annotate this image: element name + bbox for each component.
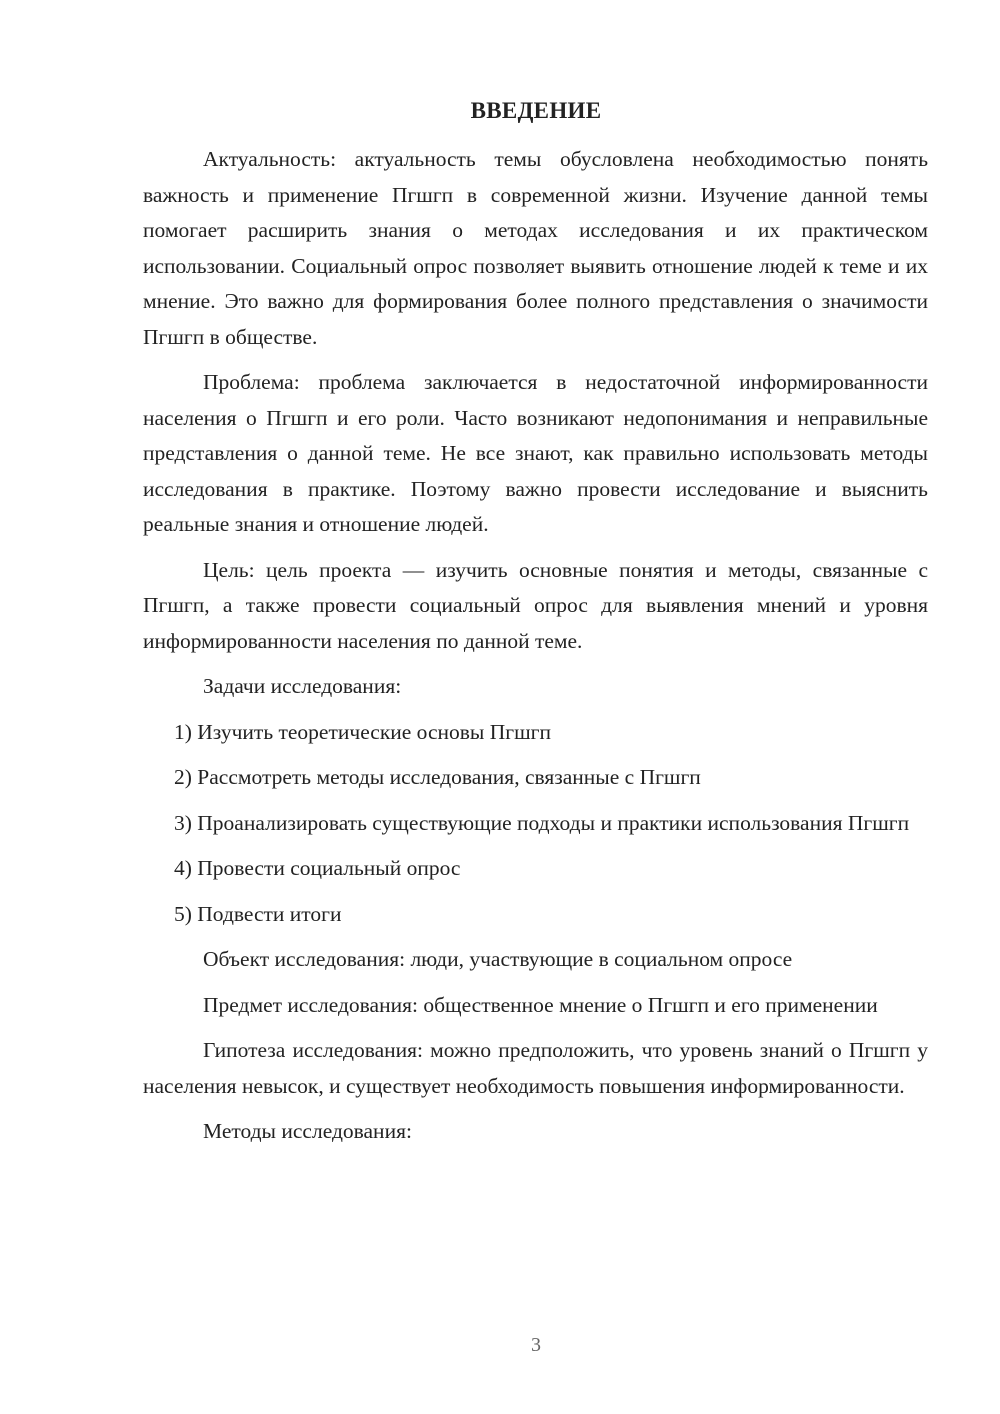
task-item-2: 2) Рассмотреть методы исследования, связанные с Пгшгп <box>174 765 701 789</box>
paragraph-subject: Предмет исследования: общественное мнение о Пгшгп и его применении <box>203 992 878 1017</box>
task-item-3: 3) Проанализировать существующие подходы и практики использования Пгшгп <box>174 810 910 835</box>
paragraph-relevance: Актуальность: актуальность темы обусловлена необходимостью понять важность и применение Пгшгп в современной жизни. Изучение данной темы помогает расширить знания о методах исследования и их практическом использовании. Социальный опрос позволяет выявить отношение людей к теме и их мнение. Это важно для формирования более полного представления о значимости Пгшгп в обществе. <box>143 147 928 349</box>
task-item-5: 5) Подвести итоги <box>174 901 342 926</box>
paragraph-methods: Методы исследования: <box>203 1119 412 1143</box>
document-body <box>143 142 928 1160</box>
section-heading: ВВЕДЕНИЕ <box>470 98 602 123</box>
paragraph-hypothesis: Гипотеза исследования: можно предположить, что уровень знаний о Пгшгп у населения невысок, и существует необходимость повышения информированности. <box>143 1038 928 1098</box>
paragraph-goal: Цель: цель проекта — изучить основные понятия и методы, связанные с Пгшгп, а также провести социальный опрос для выявления мнений и уровня информированности населения по данной теме. <box>143 557 928 653</box>
paragraph-problem: Проблема: проблема заключается в недостаточной информированности населения о Пгшгп и его роли. Часто возникают недопонимания и неправильные представления о данной теме. Не все знают, как правильно использовать методы исследования в практике. Поэтому важно провести исследование и выяснить реальные знания и отношение людей. <box>143 370 928 536</box>
task-item-1: 1) Изучить теоретические основы Пгшгп <box>174 719 551 744</box>
paragraph-object: Объект исследования: люди, участвующие в социальном опросе <box>203 947 793 971</box>
tasks-heading: Задачи исследования: <box>203 674 402 698</box>
page-number: 3 <box>531 1334 541 1356</box>
task-item-4: 4) Провести социальный опрос <box>174 856 461 880</box>
